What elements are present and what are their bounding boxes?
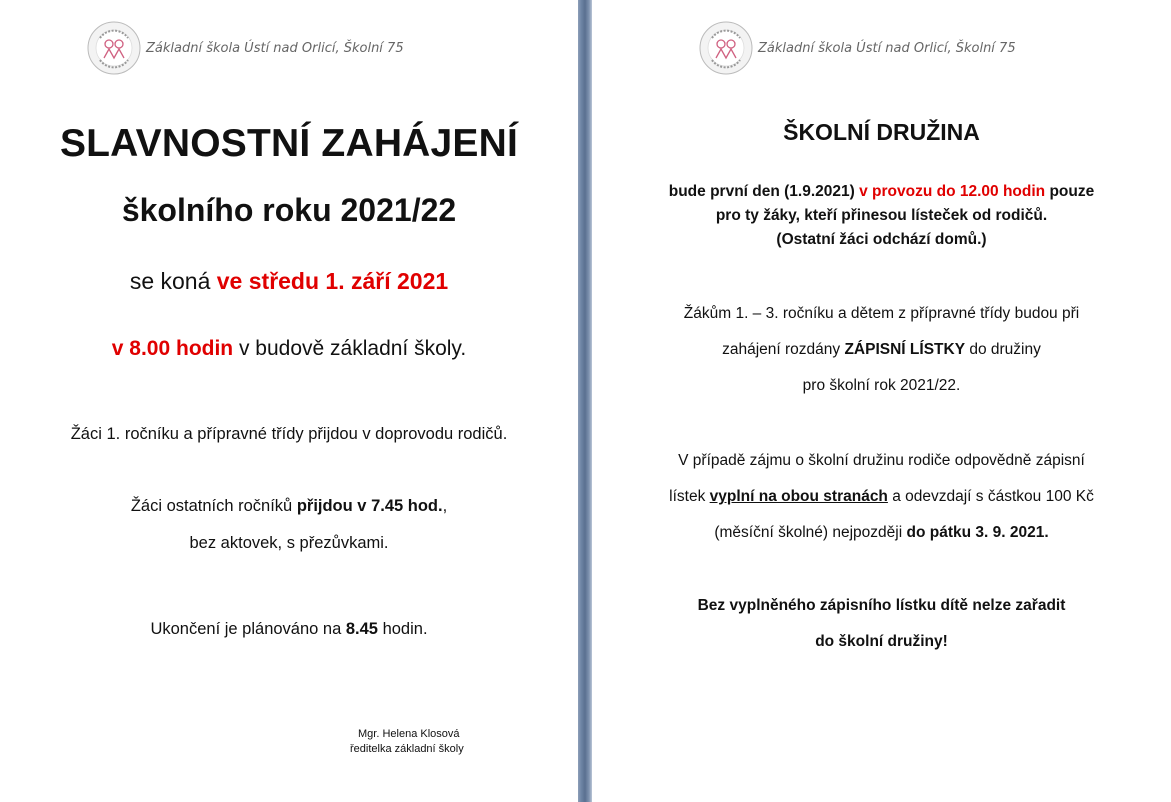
first-day-line-3: (Ostatní žáci odchází domů.) [776, 231, 987, 248]
registration-line-1: Žákům 1. – 3. ročníku a dětem z přípravné třídy budou při [683, 305, 1080, 322]
school-logo [698, 20, 754, 76]
first-day-suffix: pouze [1045, 183, 1095, 200]
school-logo [86, 20, 142, 76]
first-day-highlight: v provozu do 12.00 hodin [859, 183, 1046, 200]
interest-line-1: V případě zájmu o školní družinu rodiče odpovědně zápisní [678, 452, 1085, 469]
first-day-line-2: pro ty žáky, kteří přinesou lísteček od rodičů. [715, 207, 1048, 224]
interest-line-2 [592, 488, 1171, 506]
deadline-date: do pátku 3. 9. 2021. [906, 524, 1049, 541]
registration-suffix: do družiny [965, 341, 1041, 358]
page-divider [578, 0, 592, 802]
first-grade-info: Žáci 1. ročníku a přípravné třídy přijdou v doprovodu rodičů. [70, 425, 508, 443]
registration-forms: ZÁPISNÍ LÍSTKY [844, 341, 966, 358]
first-day-prefix: bude první den (1.9.2021) [668, 183, 860, 200]
date-line [0, 268, 578, 295]
end-time-value: 8.45 [345, 620, 378, 638]
other-grades-note: bez aktovek, s přezůvkami. [189, 534, 389, 552]
end-time-prefix: Ukončení je plánováno na [150, 620, 346, 638]
signature [350, 727, 464, 757]
signature-name: Mgr. Helena Klosová [358, 728, 460, 740]
page-title: ŠKOLNÍ DRUŽINA [783, 119, 980, 145]
other-grades-time: přijdou v 7.45 hod. [296, 497, 443, 515]
registration-line-2 [592, 341, 1171, 359]
signature-role: ředitelka základní školy [350, 743, 464, 755]
time-suffix: v budově základní školy. [233, 337, 467, 360]
interest-line-3 [592, 524, 1171, 542]
right-page [592, 0, 1171, 802]
other-grades-prefix: Žáci ostatních ročníků [130, 497, 297, 515]
registration-prefix: zahájení rozdány [722, 341, 845, 358]
deadline-prefix: (měsíční školné) nejpozději [714, 524, 907, 541]
other-grades-suffix: , [442, 497, 448, 515]
first-day-line-1 [592, 181, 1171, 203]
registration-line-3: pro školní rok 2021/22. [802, 377, 961, 394]
interest-suffix: a odevzdají s částkou 100 Kč [887, 488, 1094, 505]
page-title: SLAVNOSTNÍ ZAHÁJENÍ [59, 122, 519, 165]
date-prefix: se koná [129, 268, 217, 294]
warning-line-1: Bez vyplněného zápisního lístku dítě nelze zařadit [697, 597, 1066, 614]
time-highlight: v 8.00 hodin [111, 337, 234, 360]
left-header [86, 20, 404, 76]
time-line [0, 337, 578, 361]
school-year-subtitle: školního roku 2021/22 [121, 192, 457, 228]
interest-prefix: lístek [669, 488, 710, 505]
school-header-text: Základní škola Ústí nad Orlicí, Školní 75 [758, 40, 1016, 56]
school-header-text: Základní škola Ústí nad Orlicí, Školní 75 [146, 40, 404, 56]
date-highlight: ve středu 1. září 2021 [216, 268, 449, 294]
end-time-suffix: hodin. [377, 620, 428, 638]
warning-line-2: do školní družiny! [815, 633, 948, 650]
interest-underlined: vyplní na obou stranách [709, 488, 888, 505]
end-time-info [0, 620, 578, 639]
other-grades-info [0, 497, 578, 516]
left-page [0, 0, 578, 802]
right-header [698, 20, 1016, 76]
